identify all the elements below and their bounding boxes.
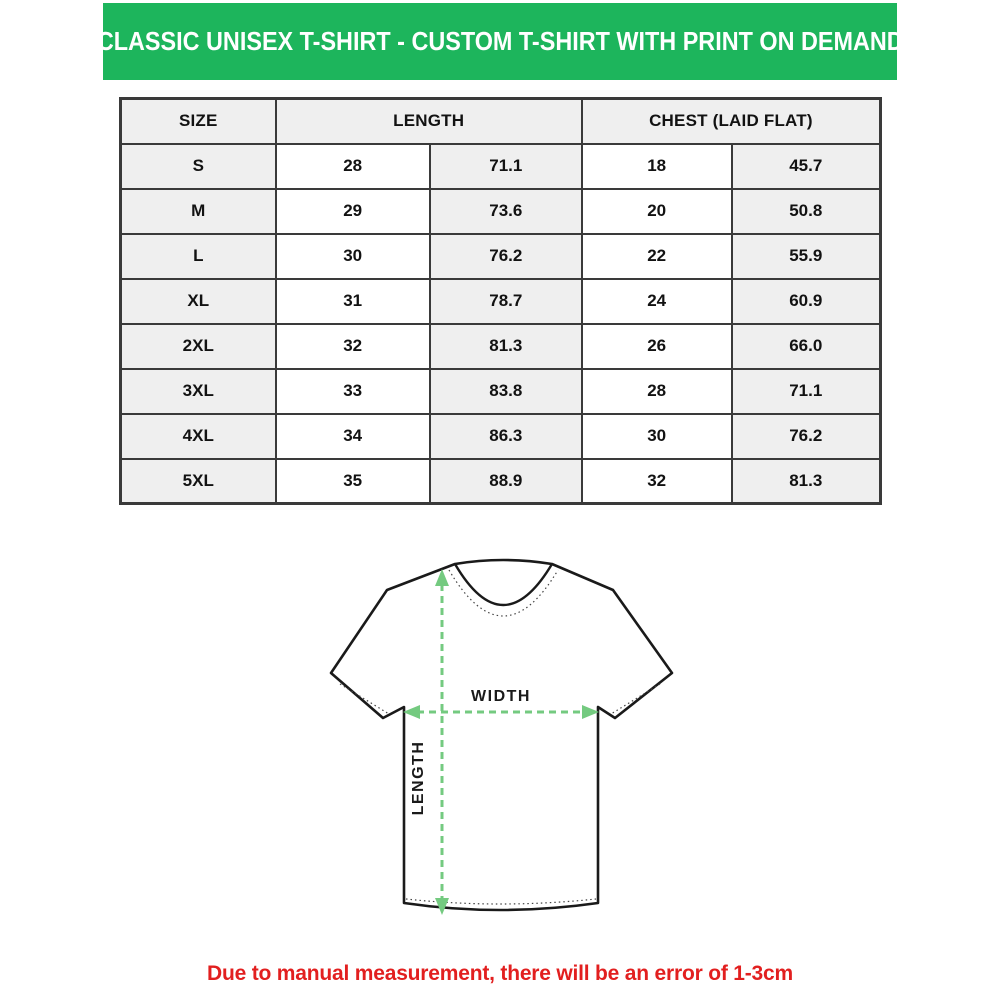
size-table — [119, 97, 882, 505]
table-row — [121, 189, 881, 234]
chest-cm-cell: 50.8 — [732, 189, 881, 234]
table-header-row — [121, 99, 881, 144]
length-in-cell: 28 — [276, 144, 430, 189]
table-row — [121, 414, 881, 459]
chest-in-cell: 18 — [582, 144, 732, 189]
chest-in-cell: 22 — [582, 234, 732, 279]
table-row — [121, 459, 881, 504]
length-cm-cell: 73.6 — [430, 189, 582, 234]
measurement-note: Due to manual measurement, there will be an error of 1-3cm — [207, 962, 793, 985]
page-title: CLASSIC UNISEX T-SHIRT - CUSTOM T-SHIRT WITH PRINT ON DEMAND — [96, 26, 904, 56]
size-cell: L — [121, 234, 276, 279]
width-label: WIDTH — [471, 688, 531, 705]
chest-in-cell: 32 — [582, 459, 732, 504]
tshirt-outline-icon — [331, 560, 672, 910]
length-in-cell: 31 — [276, 279, 430, 324]
chest-in-cell: 30 — [582, 414, 732, 459]
length-cm-cell: 88.9 — [430, 459, 582, 504]
chest-cm-cell: 55.9 — [732, 234, 881, 279]
size-cell: M — [121, 189, 276, 234]
length-cm-cell: 76.2 — [430, 234, 582, 279]
table-row — [121, 369, 881, 414]
size-chart — [119, 97, 882, 505]
table-row — [121, 279, 881, 324]
size-cell: 3XL — [121, 369, 276, 414]
chest-cm-cell: 45.7 — [732, 144, 881, 189]
table-row — [121, 324, 881, 369]
chest-in-cell: 20 — [582, 189, 732, 234]
size-cell: 2XL — [121, 324, 276, 369]
chest-cm-cell: 66.0 — [732, 324, 881, 369]
chest-in-cell: 28 — [582, 369, 732, 414]
length-in-cell: 33 — [276, 369, 430, 414]
title-banner — [96, 3, 904, 80]
length-in-cell: 30 — [276, 234, 430, 279]
size-cell: XL — [121, 279, 276, 324]
length-cm-cell: 81.3 — [430, 324, 582, 369]
size-cell: S — [121, 144, 276, 189]
table-row — [121, 234, 881, 279]
size-table-body — [121, 144, 881, 504]
table-row — [121, 144, 881, 189]
tshirt-diagram — [310, 550, 690, 940]
chest-cm-cell: 81.3 — [732, 459, 881, 504]
header-size: SIZE — [121, 99, 276, 144]
length-cm-cell: 78.7 — [430, 279, 582, 324]
length-label: LENGTH — [410, 740, 427, 816]
length-in-cell: 29 — [276, 189, 430, 234]
size-cell: 5XL — [121, 459, 276, 504]
length-cm-cell: 71.1 — [430, 144, 582, 189]
header-length: LENGTH — [276, 99, 582, 144]
size-cell: 4XL — [121, 414, 276, 459]
chest-cm-cell: 76.2 — [732, 414, 881, 459]
length-in-cell: 35 — [276, 459, 430, 504]
length-cm-cell: 83.8 — [430, 369, 582, 414]
chest-cm-cell: 60.9 — [732, 279, 881, 324]
chest-cm-cell: 71.1 — [732, 369, 881, 414]
chest-in-cell: 26 — [582, 324, 732, 369]
length-cm-cell: 86.3 — [430, 414, 582, 459]
chest-in-cell: 24 — [582, 279, 732, 324]
header-chest: CHEST (LAID FLAT) — [582, 99, 881, 144]
length-in-cell: 32 — [276, 324, 430, 369]
length-in-cell: 34 — [276, 414, 430, 459]
